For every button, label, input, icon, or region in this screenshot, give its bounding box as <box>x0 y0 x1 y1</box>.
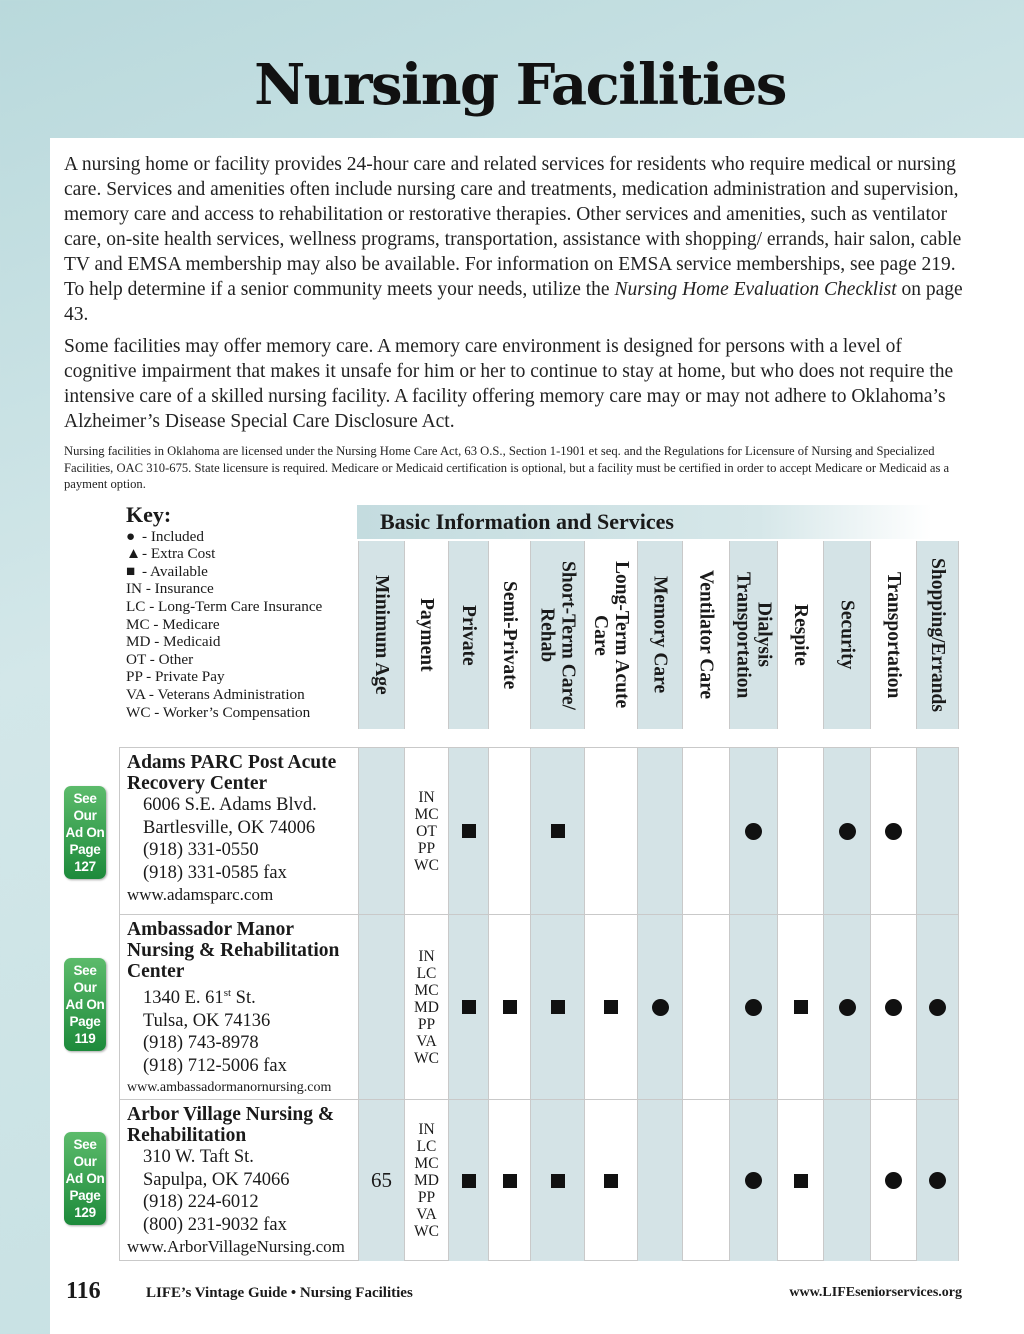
key-items <box>126 528 351 722</box>
column-header-label: Dialysis Transportation <box>732 571 775 699</box>
key-symbol: ▲ <box>126 545 142 563</box>
table-cell <box>584 748 637 914</box>
facility-name: Arbor Village Nursing & Rehabilitation <box>127 1104 335 1146</box>
facility-website-link[interactable]: www.ambassadormanornursing.com <box>127 1080 332 1096</box>
facility-website-link[interactable]: www.adamsparc.com <box>127 885 274 904</box>
ad-badge-line: Our <box>73 808 97 823</box>
column-header-label: Ventilator Care <box>695 570 717 700</box>
facility-phone: (918) 331-0550 <box>143 840 259 860</box>
ad-badge-line: Our <box>73 1154 97 1169</box>
payment-options: IN MC OT PP WC <box>414 788 439 874</box>
table-cell <box>404 748 448 914</box>
table-cell <box>637 748 682 914</box>
column-header <box>729 541 777 729</box>
available-marker <box>462 1174 476 1188</box>
table-cell <box>729 1100 777 1261</box>
table-cell <box>637 1100 682 1261</box>
column-header <box>637 541 682 729</box>
key-text: MD - Medicaid <box>126 633 221 651</box>
key-text: LC - Long-Term Care Insurance <box>126 597 323 615</box>
ad-badge-line: See <box>73 1137 97 1152</box>
included-marker <box>929 999 946 1016</box>
key-text: MC - Medicare <box>126 615 220 633</box>
table-cell <box>823 1100 870 1261</box>
column-header-label: Security <box>836 600 858 670</box>
facility-info <box>127 1104 357 1258</box>
ad-badge-line: 127 <box>74 859 96 874</box>
key-text: - Included <box>142 527 204 545</box>
facility-name: Adams PARC Post Acute Recovery Center <box>127 752 337 794</box>
column-header <box>584 541 637 729</box>
included-marker <box>929 1172 946 1189</box>
ad-badge-line: See <box>73 963 97 978</box>
table-cell <box>358 748 404 914</box>
table-cell <box>530 915 584 1099</box>
included-marker <box>745 823 762 840</box>
facility-fax: (918) 331-0585 fax <box>143 862 287 883</box>
facility-name: Ambassador Manor Nursing & Rehabilitation Center <box>127 919 340 982</box>
column-header <box>823 541 870 729</box>
table-cell <box>682 748 729 914</box>
column-header <box>488 541 530 729</box>
included-marker <box>885 1172 902 1189</box>
minimum-age: 65 <box>371 1168 392 1192</box>
column-header-border <box>958 541 959 729</box>
key-item <box>126 633 351 651</box>
included-marker <box>745 999 762 1016</box>
column-header <box>916 541 958 729</box>
available-marker <box>604 1000 618 1014</box>
ad-badge-line: 129 <box>74 1205 96 1220</box>
section-header: Basic Information and Services <box>357 505 932 539</box>
available-marker <box>551 824 565 838</box>
column-header-label: Semi-Private <box>499 580 520 690</box>
facility-website-link[interactable]: www.ArborVillageNursing.com <box>127 1237 345 1256</box>
table-cell <box>729 915 777 1099</box>
table-cell <box>404 1100 448 1261</box>
licensure-note: Nursing facilities in Oklahoma are licensed under the Nursing Home Care Act, 63 O.S., Section 1-1901 et seq. and the Regulations for Licensure of Nursing and Specialized Facilities, OAC 310-675. State licensure is required. Medicare or Medicaid certification is optional, but a facility must be certified in order to accept Medicare or Medicaid as a payment option. <box>64 444 950 492</box>
included-marker <box>839 999 856 1016</box>
table-cell <box>916 915 958 1099</box>
facility-fax: (918) 712-5006 fax <box>143 1055 287 1076</box>
see-our-ad-badge[interactable] <box>64 786 106 879</box>
facility-fax: (800) 231-9032 fax <box>143 1214 287 1235</box>
facility-phone: (918) 743-8978 <box>143 1033 259 1054</box>
facility-row <box>119 747 959 914</box>
key-item <box>126 545 351 563</box>
facility-address-line2: Sapulpa, OK 74066 <box>143 1169 290 1190</box>
table-cell <box>916 748 958 914</box>
column-header <box>682 541 729 729</box>
ad-badge-line: Our <box>73 980 97 995</box>
table-cell <box>584 1100 637 1261</box>
key-text: IN - Insurance <box>126 580 214 598</box>
table-cell <box>448 748 488 914</box>
key-item <box>126 651 351 669</box>
street-number: 1340 E. 61 <box>143 988 224 1009</box>
key-legend <box>126 502 351 721</box>
table-cell <box>358 915 404 1099</box>
ad-badge-line: Ad On <box>65 997 105 1012</box>
included-marker <box>652 999 669 1016</box>
available-marker <box>794 1174 808 1188</box>
included-marker <box>885 823 902 840</box>
table-cell <box>488 915 530 1099</box>
column-header-label: Transportation <box>883 571 904 699</box>
table-cell <box>823 748 870 914</box>
table-cell <box>916 1100 958 1261</box>
intro-paragraph-2: Some facilities may offer memory care. A memory care environment is designed for persons with a level of cognitive impairment that makes it unsafe for him or her to continue to stay at home, but who does not require the intensive care of a skilled nursing facility. A facility offering memory care may or may not adhere to Oklahoma’s Alzheimer’s Disease Special Care Disclosure Act. <box>64 336 954 432</box>
ad-badge-line: 119 <box>74 1031 96 1046</box>
key-text: PP - Private Pay <box>126 668 225 686</box>
table-cell <box>777 915 823 1099</box>
table-cell <box>530 1100 584 1261</box>
key-item <box>126 668 351 686</box>
included-marker <box>839 823 856 840</box>
facility-address-line1: 310 W. Taft St. <box>143 1147 254 1167</box>
facility-info <box>127 752 357 906</box>
column-header-label: Long-Term Acute Care <box>590 561 632 709</box>
facility-address-line2: Bartlesville, OK 74006 <box>143 817 316 838</box>
available-marker <box>462 1000 476 1014</box>
page-number: 116 <box>66 1278 101 1304</box>
facility-info <box>127 919 357 1099</box>
table-cell <box>404 915 448 1099</box>
ordinal-suffix: st <box>223 987 232 999</box>
key-symbol: ■ <box>126 562 136 580</box>
column-header <box>530 541 584 729</box>
table-cell <box>448 1100 488 1261</box>
intro-text <box>64 152 964 441</box>
key-text: VA - Veterans Administration <box>126 685 305 703</box>
column-header-label: Private <box>458 604 479 666</box>
table-cell <box>682 1100 729 1261</box>
key-item <box>126 563 351 581</box>
ad-badge-line: Ad On <box>65 1171 105 1186</box>
key-item <box>126 528 351 546</box>
ad-badge-line: Ad On <box>65 825 105 840</box>
available-marker <box>503 1000 517 1014</box>
available-marker <box>503 1174 517 1188</box>
key-item <box>126 686 351 704</box>
column-header-label: Short-Term Care/ Rehab <box>536 560 579 710</box>
see-our-ad-badge[interactable] <box>64 1132 106 1225</box>
facility-address-line1 <box>127 982 357 1010</box>
table-cell <box>448 915 488 1099</box>
column-header-label: Payment <box>416 598 437 672</box>
column-header <box>448 541 488 729</box>
column-header <box>777 541 823 729</box>
table-cell <box>682 915 729 1099</box>
table-cell <box>488 748 530 914</box>
facility-phone: (918) 224-6012 <box>143 1192 259 1212</box>
key-item <box>126 598 351 616</box>
table-cell <box>729 748 777 914</box>
table-cell <box>870 915 916 1099</box>
table-cell <box>637 915 682 1099</box>
footer-guide-title: LIFE’s Vintage Guide • Nursing Facilities <box>146 1285 413 1301</box>
available-marker <box>604 1174 618 1188</box>
table-cell <box>777 748 823 914</box>
key-symbol: ● <box>126 527 136 545</box>
table-cell <box>488 1100 530 1261</box>
ad-badge-line: Page <box>69 1188 101 1203</box>
facility-address-line2: Tulsa, OK 74136 <box>143 1010 271 1031</box>
key-text: OT - Other <box>126 650 194 668</box>
facility-row <box>119 1099 959 1261</box>
column-header <box>358 541 404 729</box>
column-header-label: Minimum Age <box>371 575 392 695</box>
included-marker <box>745 1172 762 1189</box>
checklist-reference: Nursing Home Evaluation Checklist <box>614 279 897 300</box>
table-cell <box>870 748 916 914</box>
see-our-ad-badge[interactable] <box>64 958 106 1051</box>
column-header <box>870 541 916 729</box>
payment-options: IN LC MC MD PP VA WC <box>414 1121 439 1240</box>
available-marker <box>551 1174 565 1188</box>
available-marker <box>462 824 476 838</box>
ad-badge-line: Page <box>69 842 101 857</box>
table-cell <box>870 1100 916 1261</box>
payment-options: IN LC MC MD PP VA WC <box>414 947 439 1067</box>
column-header-label: Shopping/Errands <box>927 558 948 712</box>
column-header-label: Respite <box>790 604 811 666</box>
key-item <box>126 704 351 722</box>
street-suffix: St. <box>231 988 256 1009</box>
key-text: - Available <box>142 562 208 580</box>
footer-website[interactable]: www.LIFEseniorservices.org <box>789 1285 962 1300</box>
key-text: WC - Worker’s Compensation <box>126 703 311 721</box>
key-item <box>126 616 351 634</box>
column-header <box>404 541 448 729</box>
table-cell <box>584 915 637 1099</box>
ad-badge-line: See <box>73 791 97 806</box>
facility-address-line1: 6006 S.E. Adams Blvd. <box>143 795 317 815</box>
key-text: - Extra Cost <box>142 545 216 563</box>
table-cell <box>823 915 870 1099</box>
key-item <box>126 580 351 598</box>
page-title: Nursing Facilities <box>254 52 786 118</box>
key-title: Key: <box>126 502 172 527</box>
table-cell <box>530 748 584 914</box>
available-marker <box>794 1000 808 1014</box>
ad-badge-line: Page <box>69 1014 101 1029</box>
available-marker <box>551 1000 565 1014</box>
column-header-label: Memory Care <box>649 576 671 694</box>
intro-paragraph-1: A nursing home or facility provides 24-hour care and related services for residents who require medical or nursing care. Services and amenities often include nursing care and treatments, medication administration and supervision, memory care and access to rehabilitation or restorative therapies. Other services and amenities, such as ventilator care, on-site health services, wellness programs, transportation, assistance with shopping/ errands, hair salon, cable TV and EMSA membership may also be available. For information on EMSA service memberships, see page 219. To help determine if a senior community meets your needs, utilize the Nursing Home Evaluation Checklist on page 43. <box>64 154 963 325</box>
table-cell <box>358 1100 404 1261</box>
facility-row <box>119 914 959 1099</box>
table-cell <box>777 1100 823 1261</box>
included-marker <box>885 999 902 1016</box>
